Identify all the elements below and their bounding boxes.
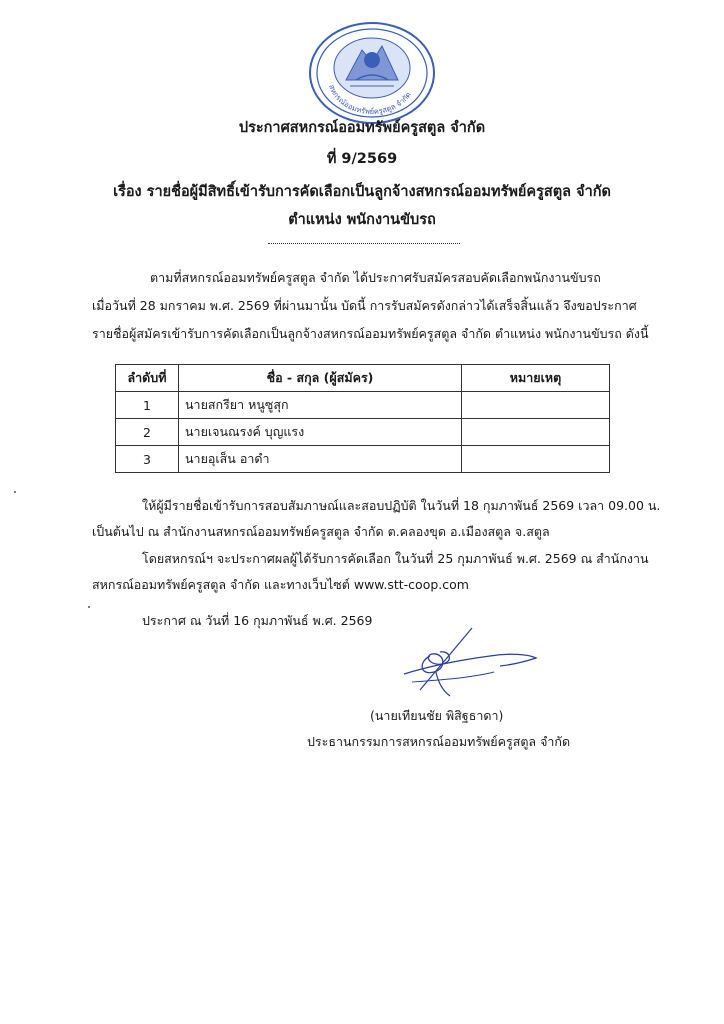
row-name: นายเจนณรงค์ บุญแรง [179, 419, 462, 446]
table-header-row [116, 365, 610, 392]
announcement-org: ประกาศสหกรณ์ออมทรัพย์ครูสตูล จำกัด [238, 120, 486, 136]
row-order: 2 [116, 419, 179, 446]
row-note [462, 419, 610, 446]
row-note [462, 446, 610, 473]
announcement-subject: เรื่อง รายชื่อผู้มีสิทธิ์เข้ารับการคัดเลือกเป็นลูกจ้างสหกรณ์ออมทรัพย์ครูสตูล จำกัด [113, 184, 611, 200]
intro-line-3: รายชื่อผู้สมัครเข้ารับการคัดเลือกเป็นลูกจ้างสหกรณ์ออมทรัพย์ครูสตูล จำกัด ตำแหน่ง พนักงานขับรถ ดังนี้ [92, 326, 649, 341]
announcement-position: ตำแหน่ง พนักงานขับรถ [288, 212, 436, 228]
header-order: ลำดับที่ [116, 365, 179, 392]
signatory-title: ประธานกรรมการสหกรณ์ออมทรัพย์ครูสตูล จำกัด [307, 734, 571, 749]
row-name: นายสกรียา หนูซูสุก [179, 392, 462, 419]
exam-schedule-line-2: เป็นต้นไป ณ สำนักงานสหกรณ์ออมทรัพย์ครูสตูล จำกัด ต.คลองขุด อ.เมืองสตูล จ.สตูล [92, 524, 550, 539]
table-row [116, 392, 610, 419]
seal-ring-text: สหกรณ์ออมทรัพย์ครูสตูล จำกัด [326, 83, 413, 117]
candidates-table [115, 364, 610, 473]
scan-speck [88, 606, 90, 608]
signature-scribble-icon [390, 626, 540, 704]
row-note [462, 392, 610, 419]
exam-schedule-line-1: ให้ผู้มีรายชื่อเข้ารับการสอบสัมภาษณ์และสอบปฏิบัติ ในวันที่ 18 กุมภาพันธ์ 2569 เวลา 09.00 น. [142, 498, 661, 513]
result-line-2: สหกรณ์ออมทรัพย์ครูสตูล จำกัด และทางเว็บไซต์ www.stt-coop.com [92, 577, 469, 592]
header-note: หมายเหตุ [462, 365, 610, 392]
intro-line-2: เมื่อวันที่ 28 มกราคม พ.ศ. 2569 ที่ผ่านมานั้น บัดนี้ การรับสมัครดังกล่าวได้เสร็จสิ้นแล้ว จึงขอประกาศ [92, 298, 637, 313]
row-order: 1 [116, 392, 179, 419]
scan-speck [14, 491, 16, 493]
coop-seal-logo-icon [306, 20, 438, 126]
announcement-date: ประกาศ ณ วันที่ 16 กุมภาพันธ์ พ.ศ. 2569 [142, 613, 373, 628]
intro-line-1: ตามที่สหกรณ์ออมทรัพย์ครูสตูล จำกัด ได้ประกาศรับสมัครสอบคัดเลือกพนักงานขับรถ [150, 270, 601, 285]
announcement-number: ที่ 9/2569 [326, 151, 398, 167]
signatory-name: (นายเทียนชัย พิสิฐธาดา) [370, 708, 504, 723]
result-line-1: โดยสหกรณ์ฯ จะประกาศผลผู้ได้รับการคัดเลือก ในวันที่ 25 กุมภาพันธ์ พ.ศ. 2569 ณ สำนักงาน [142, 551, 649, 566]
header-name: ชื่อ - สกุล (ผู้สมัคร) [179, 365, 462, 392]
table-row [116, 446, 610, 473]
row-order: 3 [116, 446, 179, 473]
row-name: นายอุเส็น อาดำ [179, 446, 462, 473]
header-divider [268, 243, 460, 245]
table-row [116, 419, 610, 446]
